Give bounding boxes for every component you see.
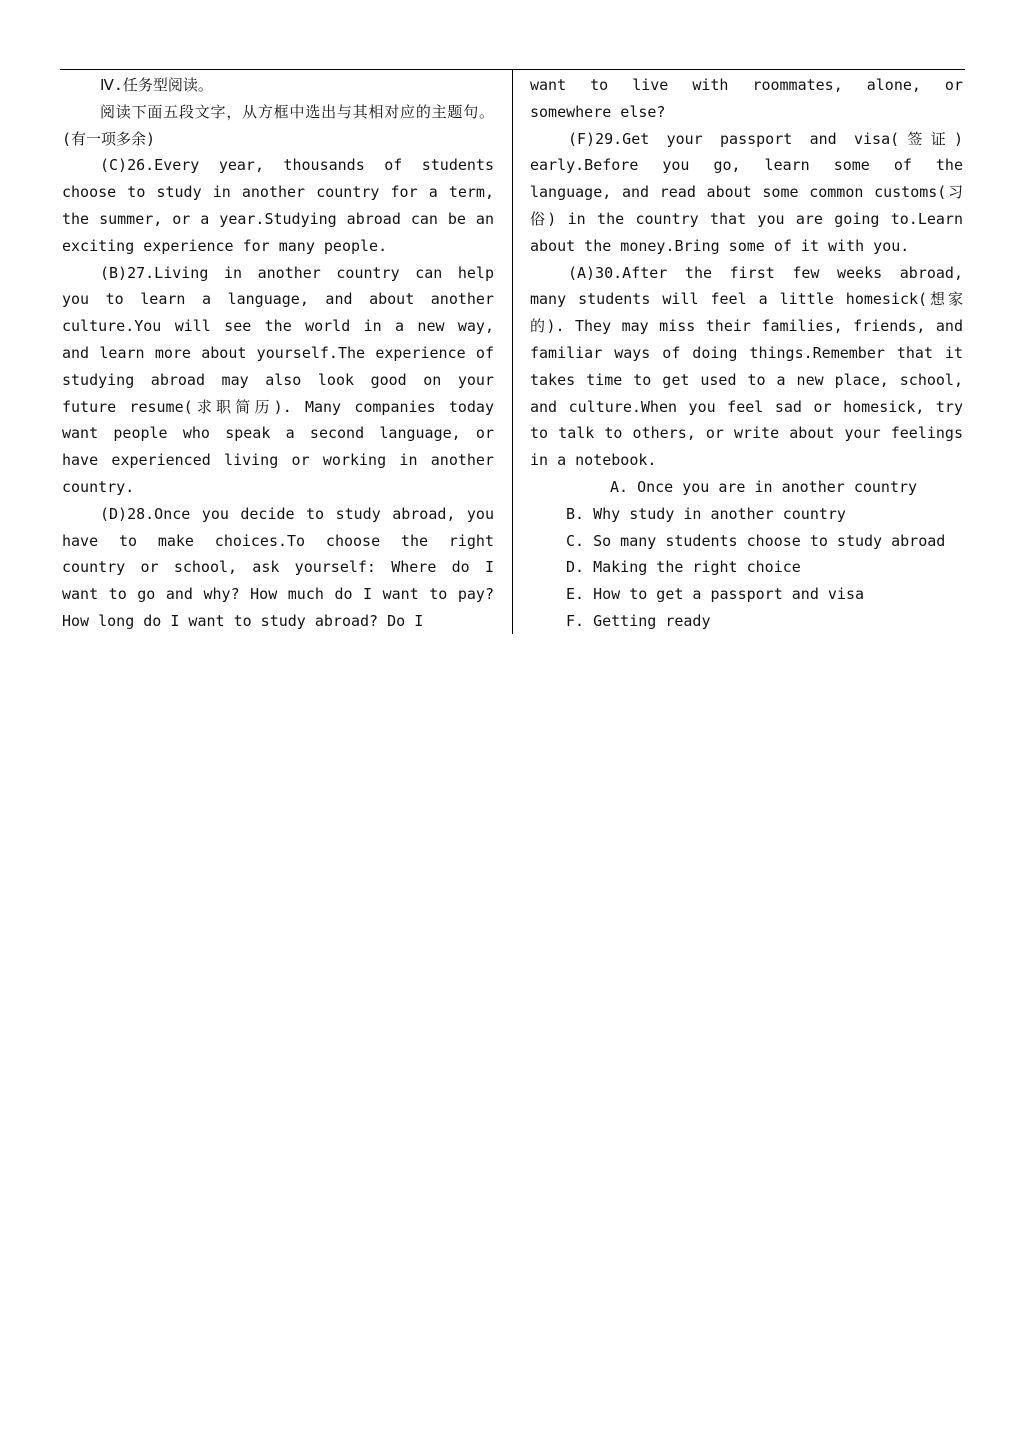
option-a: A. Once you are in another country	[610, 477, 918, 496]
right-column	[530, 72, 963, 635]
passage-30: (A)30.After the first few weeks abroad, many students will feel a little homesick(想家的). They may miss their families, friends, and familiar ways of doing things.Remember that it takes time to get used to a new place, school, and culture.When you feel sad or homesick, try to talk to others, or write about your feelings in a notebook.	[530, 263, 963, 470]
passage-29: (F)29.Get your passport and visa(签证) early.Before you go, learn some of the language, and read about some common customs(习俗) in the country that you are going to.Learn about the money.Bring some of it with you.	[530, 129, 963, 255]
options-list	[530, 474, 963, 635]
section-instructions: 阅读下面五段文字，从方框中选出与其相对应的主题句。(有一项多余)	[62, 102, 494, 148]
option-d: D. Making the right choice	[566, 558, 801, 577]
section-heading: Ⅳ.任务型阅读。	[100, 76, 213, 94]
option-c: C. So many students choose to study abroad	[566, 531, 946, 550]
passage-28-part2: want to live with roommates, alone, or somewhere else?	[530, 76, 963, 121]
passage-27: (B)27.Living in another country can help you to learn a language, and about another culture.You will see the world in a new way, and learn more about yourself.The experience of studying abroad may also look good on your future resume(求职简历). Many companies today want people who speak a second language, or have experienced living or working in another country.	[62, 263, 494, 496]
option-f: F. Getting ready	[566, 611, 711, 630]
passage-28-part1: (D)28.Once you decide to study abroad, you have to make choices.To choose the right country or school, ask yourself: Where do I want to go and why? How much do I want to pay? How long do I want to study abroad? Do I	[62, 504, 494, 630]
option-e: E. How to get a passport and visa	[566, 585, 865, 604]
passage-26: (C)26.Every year, thousands of students choose to study in another country for a term, the summer, or a year.Studying abroad can be an exciting experience for many people.	[62, 156, 494, 255]
column-divider	[512, 69, 513, 634]
left-column	[62, 72, 494, 635]
option-b: B. Why study in another country	[566, 504, 846, 523]
